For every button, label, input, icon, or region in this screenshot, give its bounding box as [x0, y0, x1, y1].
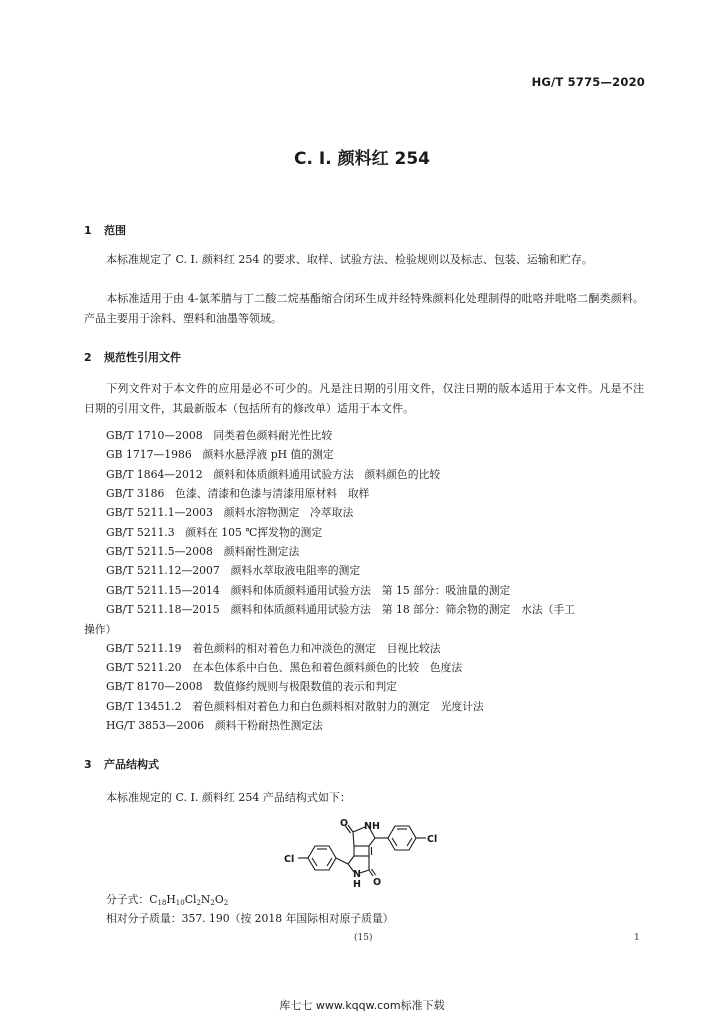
aromatic-bond: [327, 858, 332, 866]
reference-title: 着色颜料的相对着色力和冲淡色的测定 目视比较法: [192, 642, 441, 655]
formula-label: 分子式：: [106, 893, 150, 906]
section-title: 规范性引用文件: [104, 351, 181, 364]
reference-title: 颜料和体质颜料通用试验方法 颜料颜色的比较: [213, 468, 441, 481]
formula-element: N: [200, 893, 211, 906]
scope-text-2: 本标准适用于由 4-氯苯腈与丁二酸二烷基酯缩合闭环生成并经特殊颜料化处理制得的吡咯并吡咯二酮类颜料。产品主要用于涂料、塑料和油墨等领域。: [84, 292, 644, 325]
scope-paragraph-2: [84, 289, 644, 328]
reference-item: [106, 526, 322, 540]
aryl-link-bond: [336, 858, 348, 864]
reference-code: GB 1717—1986: [106, 448, 192, 461]
section-heading-references: [84, 349, 181, 365]
aromatic-bond: [392, 838, 397, 846]
formula-subscript: 2: [223, 899, 229, 907]
reference-title: 颜料水溶物测定 冷萃取法: [223, 506, 354, 519]
ring-bond: [353, 832, 354, 846]
reference-title: 颜料干粉耐热性测定法: [214, 719, 323, 732]
molecular-formula: [106, 892, 228, 907]
reference-code: GB/T 5211.18—2015: [106, 603, 220, 616]
atom-n-bottom: N: [353, 869, 361, 880]
reference-title: 着色颜料相对着色力和白色颜料相对散射力的测定 光度计法: [192, 700, 484, 713]
reference-code: GB/T 1864—2012: [106, 468, 203, 481]
reference-item: [106, 584, 510, 598]
reference-item: [106, 719, 323, 733]
reference-item: [106, 642, 441, 656]
document-title: C. I. 颜料红 254: [294, 149, 430, 169]
reference-title: 在本色体系中白色、黑色和着色颜料颜色的比较 色度法: [192, 661, 463, 674]
section-number: 1: [84, 224, 92, 237]
reference-code: GB/T 1710—2008: [106, 429, 203, 442]
reference-item: [106, 487, 369, 501]
atom-nh-top: NH: [364, 821, 380, 832]
reference-title: 颜料和体质颜料通用试验方法 第 18 部分：筛余物的测定 水法（手工: [230, 603, 576, 616]
formula-element: H: [166, 893, 176, 906]
reference-code: GB/T 5211.15—2014: [106, 584, 220, 597]
atom-chlorine-left: Cl: [284, 854, 295, 865]
formula-element: Cl: [184, 893, 197, 906]
scope-paragraph-1: [84, 250, 644, 270]
formula-element: C: [149, 893, 158, 906]
reference-code: GB/T 5211.3: [106, 526, 175, 539]
reference-code: GB/T 3186: [106, 487, 165, 500]
aromatic-bond: [407, 838, 412, 846]
reference-code: GB/T 5211.19: [106, 642, 182, 655]
reference-code: HG/T 3853—2006: [106, 719, 205, 732]
atom-chlorine-right: Cl: [427, 834, 438, 845]
formula-subscript: 2: [210, 899, 215, 907]
reference-title: 颜料耐性测定法: [223, 545, 300, 558]
reference-item: [106, 564, 360, 578]
page-footer-center: (15): [354, 933, 373, 943]
structure-intro-text: 本标准规定的 C. I. 颜料红 254 产品结构式如下：: [106, 791, 351, 804]
section-heading-structure: [84, 756, 159, 772]
formula-subscript: 10: [175, 899, 185, 907]
reference-title: 同类着色颜料耐光性比较: [213, 429, 333, 442]
section-number: 2: [84, 351, 92, 364]
reference-code: GB/T 5211.1—2003: [106, 506, 213, 519]
standard-code: HG/T 5775—2020: [531, 75, 645, 89]
reference-code: GB/T 13451.2: [106, 700, 182, 713]
atom-oxygen-bottom: O: [373, 877, 382, 888]
reference-title: 颜料水萃取液电阻率的测定: [230, 564, 361, 577]
reference-title: 数值修约规则与极限数值的表示和判定: [213, 680, 397, 693]
section-title: 范围: [104, 224, 126, 237]
site-footer: 库七七 www.kqqw.com标准下载: [279, 999, 445, 1012]
reference-code: GB/T 8170—2008: [106, 680, 203, 693]
reference-continuation: 操作）: [84, 623, 117, 636]
reference-item: [106, 468, 440, 482]
formula-subscript: 2: [196, 899, 201, 907]
formula-subscript: 18: [157, 899, 167, 907]
reference-item: [106, 506, 353, 520]
ring-bond: [360, 870, 369, 873]
reference-item: [106, 700, 484, 714]
references-intro-text: 下列文件对于本文件的应用是必不可少的。凡是注日期的引用文件，仅注日期的版本适用于本文件。凡是不注日期的引用文件，其最新版本（包括所有的修改单）适用于本文件。: [84, 382, 644, 415]
references-intro: [84, 379, 644, 418]
ring-bond: [369, 838, 375, 846]
reference-title: 色漆、清漆和色漆与清漆用原材料 取样: [175, 487, 370, 500]
section-title: 产品结构式: [104, 758, 159, 771]
reference-item: [106, 429, 332, 443]
atom-oxygen-top: O: [340, 818, 349, 829]
molecular-mass: 相对分子质量：357. 190（按 2018 年国际相对原子质量）: [106, 912, 394, 925]
scope-text-1: 本标准规定了 C. I. 颜料红 254 的要求、取样、试验方法、检验规则以及标志、包装、运输和贮存。: [106, 253, 593, 266]
ring-bond: [348, 856, 354, 864]
reference-code: GB/T 5211.12—2007: [106, 564, 220, 577]
reference-item: [106, 680, 397, 694]
section-heading-scope: [84, 222, 126, 238]
reference-item: [106, 545, 299, 559]
structure-intro: [84, 788, 644, 808]
page-number: 1: [634, 933, 640, 943]
formula-element: O: [214, 893, 224, 906]
reference-title: 颜料在 105 ℃挥发物的测定: [185, 526, 323, 539]
structural-formula-diagram: [270, 814, 470, 888]
reference-title: 颜料和体质颜料通用试验方法 第 15 部分：吸油量的测定: [230, 584, 511, 597]
reference-code: GB/T 5211.5—2008: [106, 545, 213, 558]
atom-h-bottom: H: [353, 879, 361, 888]
reference-item: [106, 603, 575, 617]
aromatic-bond: [312, 858, 317, 866]
reference-code: GB/T 5211.20: [106, 661, 182, 674]
reference-item: [106, 448, 334, 462]
section-number: 3: [84, 758, 92, 771]
reference-title: 颜料水悬浮液 pH 值的测定: [202, 448, 334, 461]
reference-item: [106, 661, 462, 675]
